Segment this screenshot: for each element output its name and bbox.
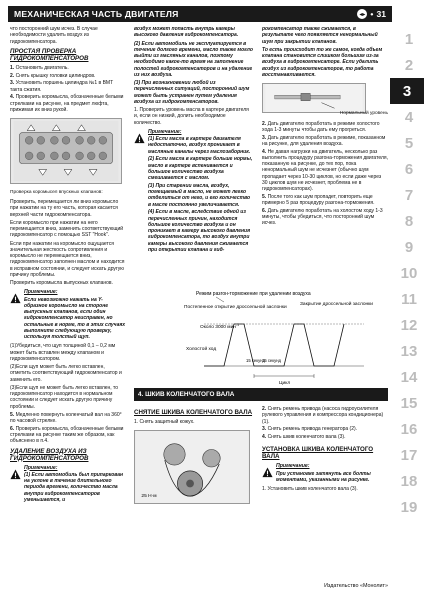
note-item: (4) Если в масле, вследствие одной из перечисленных причин, находится большое количество воздуха и он проникает в камеру высокого давления гидрокомпенсатора, то воздух внутри камеры высокого давления сжимается при открытии клапана и гид- bbox=[148, 209, 251, 253]
chapter-tab-14[interactable]: 14 bbox=[400, 368, 418, 386]
paragraph: Если при нажатии на коромысло ощущается значительная жесткость сопротивления и коромысло не перемещается вниз, гидрокомпенсатор заполнен маслом и находится в исправном состоянии, и следует искать другую причину проблемы. bbox=[10, 240, 125, 278]
chapter-tab-11[interactable]: 11 bbox=[401, 290, 417, 308]
chapter-tab-6[interactable]: 6 bbox=[404, 160, 414, 178]
intro-text: что посторонний шум исчез. В случае необходимости удалить воздух из гидрокомпенсатора. bbox=[10, 26, 98, 45]
step-item bbox=[262, 406, 388, 425]
chapter-tab-3[interactable]: 3 bbox=[390, 78, 424, 104]
step-number: 3. bbox=[10, 80, 15, 87]
step-item bbox=[262, 135, 388, 148]
step-text: Не давая нагрузки на двигатель, несколько раз выполнить процедуру разгона-торможения двигателя, показанную на рисунке, до тех пор, пока ненормальный шум не исчезнет (обычно шум пропадает через 10-30 циклов, но если даже через 30 циклов шум не исчезнет, проблема не в гидрокомпенсаторах). bbox=[262, 148, 388, 192]
paragraph: (2)Если щуп может быть легко вставлен, отметить соответствующий гидрокомпенсатор и заменить его. bbox=[10, 364, 122, 383]
torque-label: 25 Н·м bbox=[141, 494, 157, 500]
note-text: (1) Если автомобиль был припаркован на уклоне в течение длительного периода времени, количество масла внутри гидрокомпенсаторов уменьшается, и bbox=[24, 471, 124, 503]
label-closing: Закрытие дроссельной заслонки bbox=[300, 302, 373, 307]
page-header bbox=[8, 6, 392, 22]
step-text: Установить поршень цилиндра №1 в ВМТ такта сжатия. bbox=[10, 80, 114, 93]
label-gradual-opening: Постепенное открытие дроссельной заслонки bbox=[184, 305, 287, 310]
chapter-tab-17[interactable]: 17 bbox=[400, 446, 418, 464]
paragraph: (3)Если щуп не может быть легко вставлен, то гидрокомпенсатор находится в нормальном состоянии и следует искать другую причину проблемы. bbox=[10, 384, 119, 410]
warning-icon bbox=[10, 293, 21, 304]
chapter-tab-10[interactable]: 10 bbox=[400, 264, 418, 282]
column-middle bbox=[134, 26, 254, 258]
step-check-oil: 1. Проверить уровень масла в картере двигателя и, если он низкий, долить необходимое количество. bbox=[134, 107, 249, 126]
step-number: 2. bbox=[262, 406, 267, 412]
note-item: (3) При старении масла, воздух, помещаемый в масло, не может легко отделиться от него, и его количество в масле постоянно увеличивается. bbox=[148, 182, 251, 208]
step-item bbox=[10, 426, 126, 445]
page-number-block bbox=[357, 9, 386, 19]
step-text: Дать двигателю поработать в режиме холостого хода 1-3 минуты чтобы дать ему прогреться. bbox=[262, 120, 380, 133]
step-text: Медленно повернуть коленчатый вал на 360° по часовой стрелке. bbox=[10, 411, 122, 424]
step-number: 6. bbox=[10, 425, 15, 432]
step-item bbox=[10, 412, 126, 425]
section-heading-simple-check: ПРОСТАЯ ПРОВЕРКА ГИДРОКОМПЕНСАТОРОВ bbox=[10, 47, 89, 62]
section-heading-remove-pulley: СНЯТИЕ ШКИВА КОЛЕНЧАТОГО ВАЛА bbox=[134, 409, 253, 416]
publisher-footer: Издательство «Монолит» bbox=[324, 583, 388, 589]
note-heading: Примечание: bbox=[148, 128, 182, 135]
steps-list bbox=[262, 121, 388, 227]
paragraph: Проверить коромысла выпускных клапанов. bbox=[10, 280, 113, 286]
step-install-pulley: 1. Установить шкив коленчатого вала (3). bbox=[262, 486, 358, 492]
note-box bbox=[262, 463, 388, 483]
chapter-tab-8[interactable]: 8 bbox=[404, 212, 414, 230]
label-rpm: Около 3000 мин$^{-1}$ bbox=[200, 323, 239, 330]
step-number: 3. bbox=[262, 134, 267, 141]
step-item bbox=[10, 80, 126, 93]
step-text: Дать двигателю поработать на холостом ходу 1-3 минуты, чтобы убедиться, что посторонний шум исчез. bbox=[262, 207, 383, 227]
note-item: (1) Если масла в картере двигателя недостаточно, воздух проникает в масляные каналы через маслозаборник. bbox=[148, 136, 251, 155]
step-item bbox=[262, 434, 388, 440]
warning-icon bbox=[134, 133, 145, 144]
chapter-tab-7[interactable]: 7 bbox=[404, 186, 414, 204]
cylinder-head-illustration bbox=[10, 118, 122, 184]
step-number: 1. bbox=[10, 64, 15, 71]
step-text: Дать двигателю поработать в режиме, показанном на рисунке, для удаления воздуха. bbox=[262, 134, 386, 147]
chapter-tab-13[interactable]: 13 bbox=[400, 342, 418, 360]
step-number: 2. bbox=[10, 72, 15, 79]
label-15-seconds: 15 секунд bbox=[262, 358, 281, 363]
step-text: Проверить коромысла, обозначенные белыми стрелками на рисунке таким же образом, как объяснено в п.4. bbox=[10, 425, 124, 445]
note-items bbox=[148, 136, 254, 253]
step-item bbox=[10, 73, 126, 79]
section-heading-install-pulley: УСТАНОВКА ШКИВА КОЛЕНЧАТОГО ВАЛА bbox=[262, 446, 374, 461]
chapter-tab-18[interactable]: 18 bbox=[400, 472, 418, 490]
paragraph: Если коромысло при нажатии на него перемещается вниз, заменить соответствующий гидрокомпенсатор с помощью SST "Hook". bbox=[10, 219, 124, 239]
note-box bbox=[10, 465, 126, 504]
step-item bbox=[262, 426, 388, 432]
page-number: 31 bbox=[376, 9, 386, 19]
pulley-removal-block bbox=[134, 406, 254, 509]
paragraph: То есть происходит то же самое, когда объем клапана становится слишком большим из-за воздуха в гидрокомпенсаторе. Если удалить воздух из гидрокомпенсаторов, то работа восстанавливается. bbox=[262, 46, 383, 78]
step-item bbox=[10, 94, 126, 113]
label-idle: Холостой ход bbox=[186, 347, 217, 352]
note-box bbox=[10, 289, 126, 340]
step-number: 4. bbox=[262, 434, 267, 440]
chapter-tab-19[interactable]: 19 bbox=[400, 498, 418, 516]
chapter-tab-4[interactable]: 4 bbox=[404, 108, 414, 126]
step-text: Проверить коромысла, обозначенные белыми стрелками на рисунке, на предмет люфта, прижимая их вниз рукой. bbox=[10, 94, 124, 113]
oil-dipstick-illustration bbox=[262, 83, 366, 113]
paragraph: Проверить, перемещается ли вниз коромысло при нажатии на ту его часть, которая касается верхней части гидрокомпенсатора. bbox=[10, 199, 119, 218]
chapter-tab-1[interactable]: 1 bbox=[404, 30, 414, 48]
step-item bbox=[262, 194, 388, 207]
step-item bbox=[10, 65, 126, 71]
chapter-tab-16[interactable]: 16 bbox=[400, 420, 418, 438]
step-item bbox=[262, 149, 388, 193]
step-text: Остановить двигатель. bbox=[15, 64, 69, 71]
acceleration-cycle-diagram bbox=[134, 288, 388, 388]
page-number-bullet: • bbox=[370, 9, 374, 19]
note-text: При установке затянуть все болты моментами, указанными на рисунке. bbox=[276, 470, 371, 483]
step-number: 2. bbox=[262, 120, 267, 127]
diagram-title: Режим разгон-торможение при удалении воздуха bbox=[196, 291, 311, 297]
column-right bbox=[262, 26, 388, 228]
step-text: После того как шум пропадет, повторить еще примерно 5 раз процедуру разгона-торможения. bbox=[262, 193, 375, 206]
pulley-steps-block bbox=[262, 406, 388, 494]
steps-list bbox=[10, 412, 126, 445]
note-box bbox=[134, 129, 254, 255]
step-number: 6. bbox=[262, 207, 267, 214]
column-left bbox=[10, 26, 126, 506]
note-text: Если невозможно нажать на Y-образное коромысло на стороне выпускных клапанов, если один гидрокомпенсатор неисправен, но остальные в норме, то в этих случаях выполните следующую проверку, используя толстый щуп. bbox=[24, 296, 126, 340]
chapter-tab-15[interactable]: 15 bbox=[400, 394, 418, 412]
step-text: Снять ремень привода генератора (2). bbox=[267, 426, 358, 433]
chapter-tab-12[interactable]: 12 bbox=[400, 316, 418, 334]
step-number: 3. bbox=[262, 426, 267, 433]
section-bar-crank-pulley: 4. ШКИВ КОЛЕНЧАТОГО ВАЛА bbox=[134, 388, 388, 401]
note-heading: Примечание: bbox=[276, 463, 310, 470]
label-normal-level: Нормальный уровень bbox=[339, 111, 388, 117]
step-number: 5. bbox=[262, 193, 267, 200]
chapter-tab-5[interactable]: 5 bbox=[404, 134, 414, 152]
note-heading: Примечание: bbox=[24, 464, 58, 471]
steps-list bbox=[262, 406, 388, 440]
crank-pulley-illustration bbox=[134, 430, 250, 504]
arrows-icon: ◂▸ bbox=[357, 9, 367, 19]
label-15-seconds: 15 секунд bbox=[246, 358, 265, 363]
paragraph: воздух может попасть внутрь камеры высокого давления гидрокомпенсатора. bbox=[134, 26, 239, 39]
step-item bbox=[262, 121, 388, 134]
figure-caption-intake: Проверка коромысел впускных клапанов: bbox=[10, 189, 103, 195]
paragraph: (1)Убедиться, что щуп толщиной 0,1 – 0,2 мм может быть вставлен между клапаном и гидрокомпенсатором. bbox=[10, 343, 116, 362]
chapter-title: МЕХАНИЧЕСКАЯ ЧАСТЬ ДВИГАТЕЛЯ bbox=[14, 9, 179, 19]
paragraph: рокомпенсатор также сжимается, в результате чего появляется ненормальный шум при закрытии клапанов. bbox=[262, 26, 378, 45]
note-heading: Примечание: bbox=[24, 289, 58, 296]
step-remove-cover: 1. Снять защитный кожух. bbox=[134, 419, 195, 425]
note-item: (2) Если масла в картере больше нормы, масло в картере вспенивается и большое количество воздуха смешивается с маслом. bbox=[148, 156, 253, 181]
step-text: Снять ремень привода (насоса гидроусилителя рулевого управления и компрессора кондиционера) (1). bbox=[262, 406, 384, 425]
step-number: 5. bbox=[10, 411, 15, 418]
paragraph: (3) При возникновении любой из перечисленных ситуаций, посторонний шум может быть устранен путем удаления воздуха из гидрокомпенсаторов. bbox=[134, 80, 250, 105]
step-number: 4. bbox=[262, 148, 267, 155]
label-cycle: Цикл bbox=[279, 381, 291, 386]
step-text: Снять крышку головки цилиндров. bbox=[15, 72, 96, 79]
chapter-tabs bbox=[394, 26, 424, 520]
chapter-tab-2[interactable]: 2 bbox=[404, 56, 414, 74]
chapter-tab-9[interactable]: 9 bbox=[404, 238, 414, 256]
warning-icon bbox=[10, 469, 21, 480]
steps-list bbox=[10, 65, 126, 113]
warning-icon bbox=[262, 467, 273, 478]
paragraph: (2) Если автомобиль не эксплуатируется в течение долгого времени, масло также могло выйти из масляных каналов, поэтому необходимо какое-то время на заполнение полостей гидрокомпенсаторов и на удаление из них воздуха. bbox=[134, 40, 253, 78]
step-item bbox=[262, 208, 388, 227]
step-number: 4. bbox=[10, 94, 15, 101]
section-heading-air-removal: УДАЛЕНИЕ ВОЗДУХА ИЗ ГИДРОКОМПЕНСАТОРОВ bbox=[10, 447, 89, 462]
step-text: Снять шкив коленчатого вала (3). bbox=[267, 434, 346, 440]
